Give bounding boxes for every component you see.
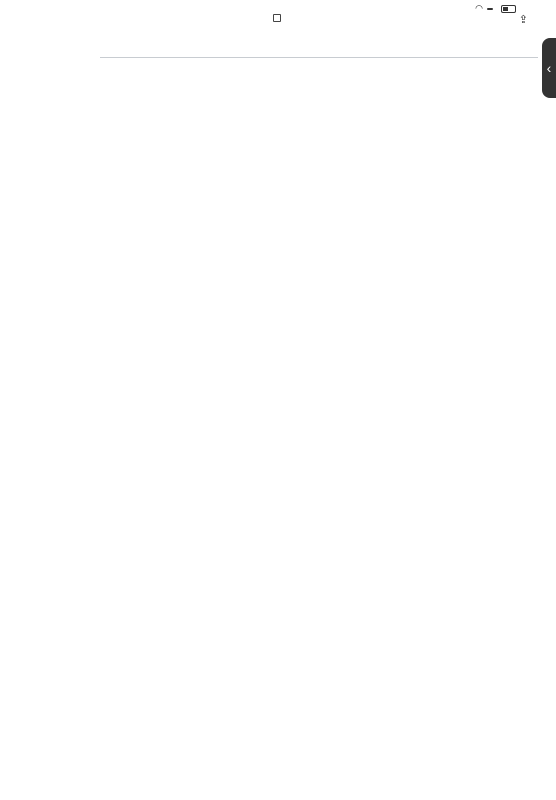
- status-right: [475, 3, 516, 14]
- vpn-badge: [487, 8, 493, 10]
- subsection-heading: [100, 64, 538, 76]
- share-icon[interactable]: ⇪: [518, 14, 528, 26]
- lock-icon: [273, 14, 281, 22]
- side-panel-handle[interactable]: [542, 38, 556, 98]
- battery-icon: [501, 5, 516, 13]
- chevron-left-icon: ‹: [546, 60, 552, 76]
- article-content: [88, 30, 538, 80]
- address-bar[interactable]: [0, 14, 556, 30]
- wifi-icon: ◠: [475, 3, 483, 13]
- section-heading: [100, 42, 538, 58]
